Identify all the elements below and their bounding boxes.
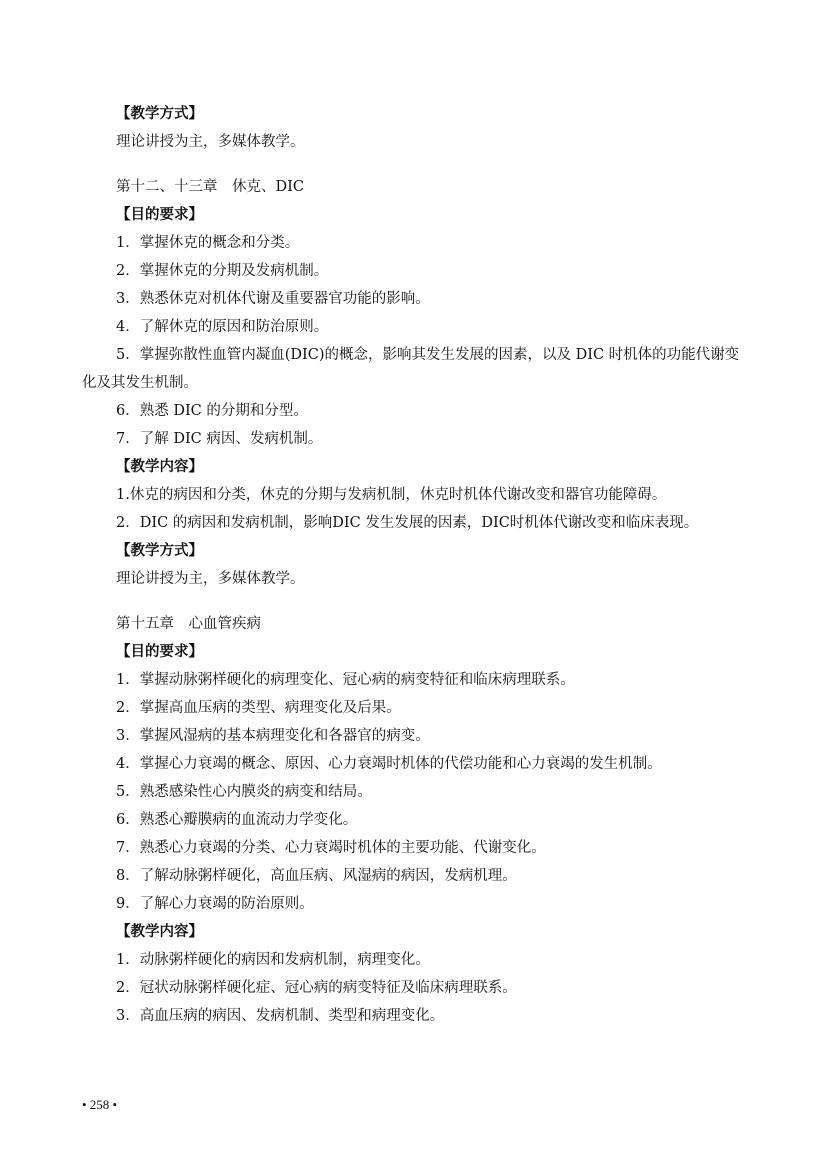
- goal-item: 9．了解心力衰竭的防治原则。: [116, 896, 314, 912]
- goal-item: 5．掌握弥散性血管内凝血(DIC)的概念，影响其发生发展的因素，以及 DIC 时机体的功能代谢变化及其发生机制。: [82, 347, 740, 391]
- content-item: 1．动脉粥样硬化的病因和发病机制，病理变化。: [116, 952, 430, 968]
- goal-item: 2．掌握高血压病的类型、病理变化及后果。: [116, 700, 401, 716]
- goal-item: 7．熟悉心力衰竭的分类、心力衰竭时机体的主要功能、代谢变化。: [116, 840, 546, 856]
- goal-item: 7．了解 DIC 病因、发病机制。: [116, 431, 323, 447]
- teaching-method-heading: 【教学方式】: [116, 542, 203, 559]
- goal-item: 3．熟悉休克对机体代谢及重要器官功能的影响。: [116, 291, 430, 307]
- goal-item: 4．掌握心力衰竭的概念、原因、心力衰竭时机体的代偿功能和心力衰竭的发生机制。: [116, 756, 662, 772]
- content-heading: 【教学内容】: [116, 923, 203, 940]
- teaching-method-text: 理论讲授为主，多媒体教学。: [116, 571, 305, 587]
- teaching-method-heading: 【教学方式】: [116, 105, 203, 122]
- content-item: 2．冠状动脉粥样硬化症、冠心病的病变特征及临床病理联系。: [116, 980, 517, 996]
- goal-item: 6．熟悉 DIC 的分期和分型。: [116, 403, 308, 419]
- content-heading: 【教学内容】: [116, 458, 203, 475]
- goal-item: 8．了解动脉粥样硬化，高血压病、风湿病的病因，发病机理。: [116, 868, 517, 884]
- chapter-title-cardiovascular: 第十五章 心血管疾病: [116, 616, 261, 632]
- content-item: 1.休克的病因和分类，休克的分期与发病机制，休克时机体代谢改变和器官功能障碍。: [116, 487, 667, 503]
- goal-item: 6．熟悉心瓣膜病的血流动力学变化。: [116, 812, 358, 828]
- teaching-method-text: 理论讲授为主，多媒体教学。: [116, 134, 305, 150]
- goals-heading: 【目的要求】: [116, 643, 203, 660]
- content-item: 2．DIC 的病因和发病机制，影响DIC 发生发展的因素，DIC时机体代谢改变和临床表现。: [116, 515, 699, 531]
- page-number: • 258 •: [82, 1097, 118, 1112]
- goal-item: 1．掌握动脉粥样硬化的病理变化、冠心病的病变特征和临床病理联系。: [116, 672, 575, 688]
- goal-item: 1．掌握休克的概念和分类。: [116, 235, 300, 251]
- goals-heading: 【目的要求】: [116, 206, 203, 223]
- goal-item: 3．掌握风湿病的基本病理变化和各器官的病变。: [116, 728, 430, 744]
- chapter-title-shock-dic: 第十二、十三章 休克、DIC: [116, 179, 304, 195]
- document-page: [82, 100, 746, 1030]
- goal-item: 5．熟悉感染性心内膜炎的病变和结局。: [116, 784, 372, 800]
- goal-item: 4．了解休克的原因和防治原则。: [116, 319, 329, 335]
- content-item: 3．高血压病的病因、发病机制、类型和病理变化。: [116, 1008, 445, 1024]
- goal-item: 2．掌握休克的分期及发病机制。: [116, 263, 329, 279]
